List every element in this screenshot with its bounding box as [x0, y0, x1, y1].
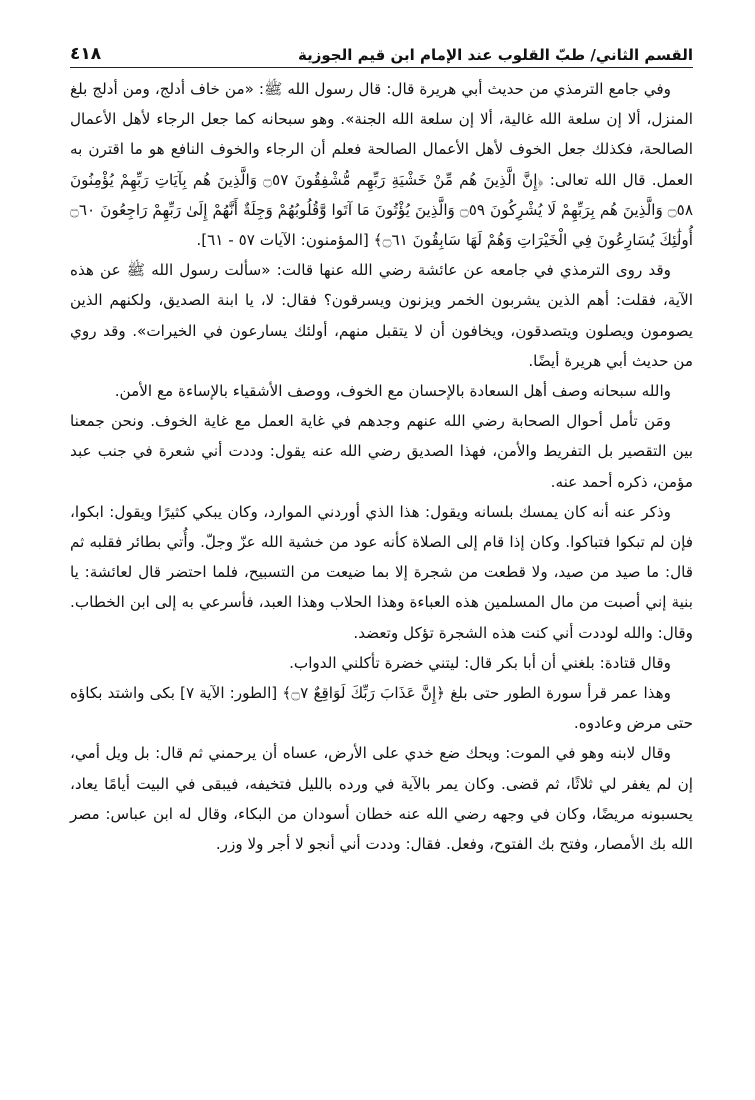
running-header: [70, 44, 693, 68]
paragraph-6: وقال قتادة: بلغني أن أبا بكر قال: ليتني خضرة تأكلني الدواب.: [289, 653, 671, 672]
body-text: [70, 74, 693, 859]
paragraph-4: ومَن تأمل أحوال الصحابة رضي الله عنهم وجدهم في غاية العمل مع غاية الخوف. ونحن جمعنا بين التقصير بل التفريط والأمن، فهذا الصديق رضي الله عنه يقول: وددت أني شعرة في جنب عبد مؤمن، ذكره أحمد عنه.: [70, 412, 693, 491]
paragraph-5: وذكر عنه أنه كان يمسك بلسانه ويقول: هذا الذي أوردني الموارد، وكان يبكي كثيرًا ويقول: ابكوا، فإن لم تبكوا فتباكوا. وكان إذا قام إلى الصلاة كأنه عود من خشية الله عزّ وجلّ. وأُتي بطائر فقلبه ثم قال: ما صيد من صيد، ولا قطعت من شجرة إلا بما ضيعت من التسبيح، فلما احتضر قال لعائشة: يا بنية إني أصبت من مال المسلمين هذه العباءة وهذا الحلاب وهذا العبد، فأسرعي به إلى ابن الخطاب. وقال: والله لوددت أني كنت هذه الشجرة تؤكل وتعضد.: [70, 502, 693, 642]
running-title: القسم الثاني/ طبّ القلوب عند الإمام ابن قيم الجوزية: [298, 46, 693, 64]
paragraph-7: وهذا عمر قرأ سورة الطور حتى بلغ ﴿إِنَّ عَذَابَ رَبِّكَ لَوَاقِعٌ ۝٧﴾ [الطور: الآية ٧] بكى واشتد بكاؤه حتى مرض وعادوه.: [70, 684, 693, 733]
page-number: ٤١٨: [70, 44, 102, 64]
paragraph-1: وفي جامع الترمذي من حديث أبي هريرة قال: قال رسول الله ﷺ: «من خاف أدلج، ومن أدلج بلغ المنزل، ألا إن سلعة الله غالية، ألا إن سلعة الله الجنة». وهو سبحانه كما جعل الرجاء لأهل الأعمال الصالحة، فكذلك جعل الخوف لأهل الأعمال الصالحة فعلم أن الرجاء والخوف النافع هو ما اقترن به العمل. قال الله تعالى: ﴿إِنَّ الَّذِينَ هُم مِّنْ خَشْيَةِ رَبِّهِم مُّشْفِقُونَ ۝٥٧ وَالَّذِينَ هُم بِآيَاتِ رَبِّهِمْ يُؤْمِنُونَ ۝٥٨ وَالَّذِينَ هُم بِرَبِّهِمْ لَا يُشْرِكُونَ ۝٥٩ وَالَّذِينَ يُؤْتُونَ مَا آتَوا وَّقُلُوبُهُمْ وَجِلَةٌ أَنَّهُمْ إِلَىٰ رَبِّهِمْ رَاجِعُونَ ۝٦٠ أُولَٰئِكَ يُسَارِعُونَ فِي الْخَيْرَاتِ وَهُمْ لَهَا سَابِقُونَ ۝٦١﴾ [المؤمنون: الآيات ٥٧ - ٦١].: [70, 80, 693, 250]
paragraph-3: والله سبحانه وصف أهل السعادة بالإحسان مع الخوف، ووصف الأشقياء بالإساءة مع الأمن.: [114, 382, 671, 401]
paragraph-8: وقال لابنه وهو في الموت: ويحك ضع خدي على الأرض، عساه أن يرحمني ثم قال: بل ويل أمي، إن لم يغفر لي ثلاثًا، ثم قضى. وكان يمر بالآية في ورده بالليل فتخيفه، فيبقى في البيت أيامًا يعاد، يحسبونه مريضًا، وكان في وجهه رضي الله عنه خطان أسودان من البكاء، وقال له ابن عباس: مصر الله بك الأمصار، وفتح بك الفتوح، وفعل. فقال: وددت أني أنجو لا أجر ولا وزر.: [70, 744, 693, 854]
paragraph-2: وقد روى الترمذي في جامعه عن عائشة رضي الله عنها قالت: «سألت رسول الله ﷺ عن هذه الآية، فقلت: أهم الذين يشربون الخمر ويزنون ويسرقون؟ فقال: لا، يا ابنة الصديق، ولكنهم الذين يصومون ويصلون ويتصدقون، ويخافون أن لا يتقبل منهم، أولئك يسارعون في الخيرات». وقد روي من حديث أبي هريرة أيضًا.: [70, 261, 693, 370]
